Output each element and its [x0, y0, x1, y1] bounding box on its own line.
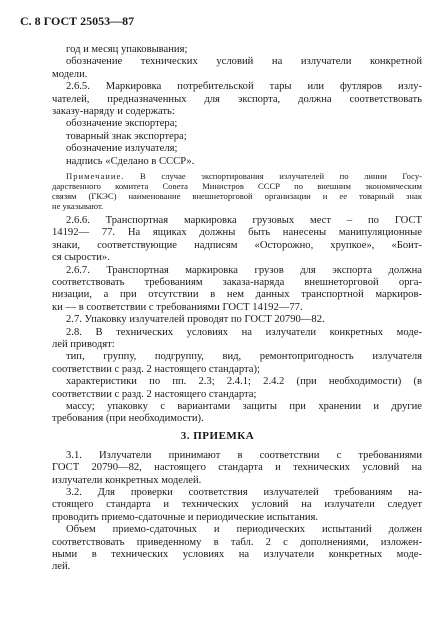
text-line: надпись «Сделано в СССР».	[66, 155, 195, 167]
text-line: соответствии с разд. 2 настоящего стандарта;	[52, 388, 257, 400]
text-line: тип, группу, подгруппу, вид, ремонтопригодность излучателя	[66, 351, 422, 363]
text-line: 2.6.6. Транспортная маркировка грузовых мест – по ГОСТ	[66, 215, 422, 226]
text-line: требования (при необходимости).	[52, 413, 204, 425]
note-line: связям (ГКЭС) наименование внешнеторговой организации и ее товарный знак	[52, 191, 422, 201]
note-text: В случае экспортирования излучателей по линии Госу-	[140, 171, 422, 181]
text-line: стоящего стандарта и технических условий на излучатели следует	[52, 499, 422, 511]
text-line: 2.8. В технических условиях на излучатели конкретных моде-	[66, 326, 422, 338]
note-label: Примечание.	[66, 171, 125, 181]
text-line: обозначение экспортера;	[66, 118, 178, 130]
text-line: соответствии с разд. 2 настоящего стандарта);	[52, 363, 260, 375]
text-line: лей.	[52, 561, 71, 573]
text-line: 2.6.7. Транспортная маркировка грузов для экспорта должна	[66, 264, 422, 276]
text-line: ГОСТ 20790—82, настоящего стандарта и технических условий на	[52, 462, 422, 474]
text-line: ся сырости».	[52, 252, 110, 264]
text-line: ки — в соответствии с требованиями ГОСТ 14192—77.	[52, 301, 303, 313]
note-line: не указывают.	[52, 201, 104, 211]
text-line: массу; упаковку с вариантами защиты при хранении и другие	[66, 401, 422, 412]
text-line: 3.2. Для проверки соответствия излучателей требованиям на-	[66, 487, 422, 498]
text-line: заказу-наряду и содержать:	[52, 106, 175, 117]
text-line: товарный знак экспортера;	[66, 130, 187, 142]
text-line: ными в технических условиях на излучатели конкретных моде-	[52, 549, 422, 560]
text-line: 2.6.5. Маркировка потребительской тары или футляров излу-	[66, 81, 422, 93]
page-header: С. 8 ГОСТ 25053—87	[20, 14, 135, 28]
text-line: проводить приемо-сдаточные и периодические испытания.	[52, 511, 319, 523]
text-line: 2.7. Упаковку излучателей проводят по ГОСТ 20790—82.	[66, 314, 325, 326]
section-title: 3. ПРИЕМКА	[180, 429, 255, 442]
note-line	[66, 171, 422, 181]
text-line: соответствовать приведенному в табл. 2 с дополнениями, изложен-	[52, 536, 422, 548]
text-line: излучатели конкретных моделей.	[52, 474, 202, 486]
text-line: характеристики по пп. 2.3; 2.4.1; 2.4.2 (при необходимости) (в	[66, 376, 422, 388]
text-line: модели.	[52, 68, 88, 80]
text-line: Объем приемо-сдаточных и периодических испытаний должен	[66, 524, 422, 536]
text-line: 3.1. Излучатели принимают в соответствии с требованиями	[66, 449, 422, 461]
text-line: обозначение технических условий на излучатели конкретной	[66, 56, 422, 68]
text-line: 14192— 77. На ящиках должны быть нанесены манипуляционные	[52, 227, 422, 239]
text-line: чателей, предназначенных для экспорта, должна соответствовать	[52, 93, 422, 105]
text-line: год и месяц упаковывания;	[66, 44, 188, 55]
text-line: обозначение излучателя;	[66, 143, 178, 155]
text-line: лей приводят:	[52, 339, 115, 350]
text-line: знаки, соответствующие надписям «Осторожно, хрупкое», «Боит-	[52, 239, 422, 251]
note-line: дарственного комитета Совета Министров СССР по внешним экономическим	[52, 181, 422, 191]
text-line: соответствовать требованиям заказа-наряда внешнеторговой орга-	[52, 277, 422, 288]
text-line: низации, а при отсутствии в нем данных транспортной маркиров-	[52, 289, 422, 301]
